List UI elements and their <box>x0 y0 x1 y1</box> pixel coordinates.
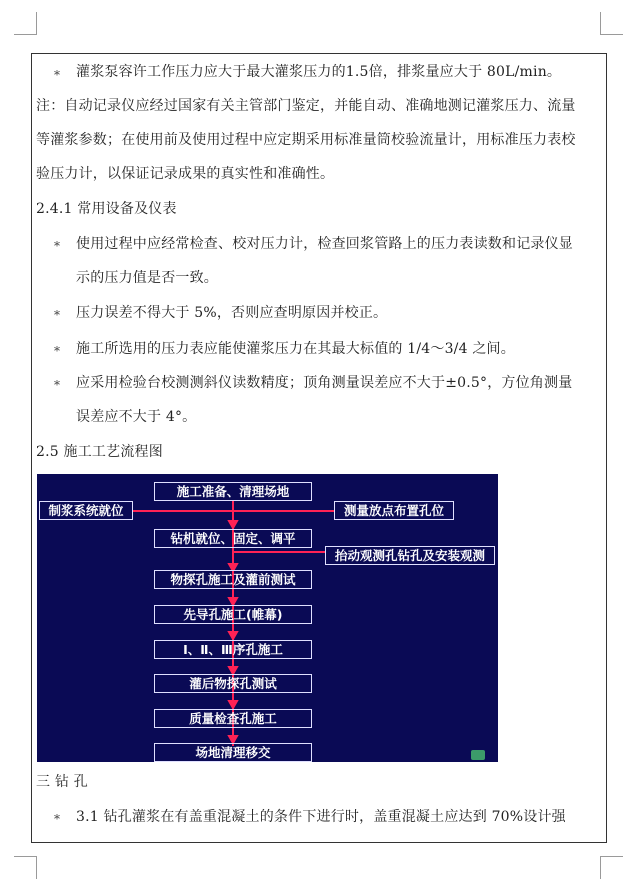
arrowhead <box>229 632 237 639</box>
note-line-1: 注：自动记录仪应经过国家有关主管部门鉴定，并能自动、准确地测记灌浆压力、流量 <box>36 98 576 114</box>
flow-step-6: 灌后物探孔测试 <box>154 674 312 693</box>
bullet-1-line-1: 使用过程中应经常检查、校对压力计，检查回浆管路上的压力表读数和记录仪显 <box>76 236 573 252</box>
bullet-2-text: 压力误差不得大于 5%，否则应查明原因并校正。 <box>76 305 388 321</box>
bullet-marker: * <box>54 308 60 322</box>
paragraph-3-1: 3.1 钻孔灌浆在有盖重混凝土的条件下进行时，盖重混凝土应达到 70%设计强 <box>76 809 566 825</box>
bullet-1-line-2: 示的压力值是否一致。 <box>76 270 218 286</box>
bullet-marker: * <box>54 68 60 82</box>
flow-step-5: Ⅰ、Ⅱ、Ⅲ序孔施工 <box>154 640 312 659</box>
construction-flowchart <box>37 474 498 762</box>
side-step-left: 制浆系统就位 <box>39 501 133 520</box>
arrowhead <box>229 701 237 708</box>
flow-step-3: 物探孔施工及灌前测试 <box>154 570 312 589</box>
bullet-4-line-2: 误差应不大于 4°。 <box>76 409 197 425</box>
crop-mark-bottom-left <box>14 856 37 879</box>
arrowhead <box>229 521 237 528</box>
flow-step-7: 质量检查孔施工 <box>154 709 312 728</box>
crop-mark-top-right <box>600 12 623 35</box>
bullet-marker: * <box>54 378 60 392</box>
crop-mark-top-left <box>14 12 37 35</box>
flow-step-4: 先导孔施工(帷幕) <box>154 605 312 624</box>
side-step-right-mid: 抬动观测孔钻孔及安装观测 <box>325 546 495 565</box>
note-line-2: 等灌浆参数；在使用前及使用过程中应定期采用标准量筒校验流量计，用标准压力表校 <box>36 132 576 148</box>
section-heading-2-5: 2.5 施工工艺流程图 <box>36 444 163 460</box>
embedded-object-icon <box>471 750 485 760</box>
bullet-marker: * <box>54 239 60 253</box>
section-heading-2-4-1: 2.4.1 常用设备及仪表 <box>36 201 177 217</box>
crop-mark-bottom-right <box>600 856 623 879</box>
flow-step-1: 施工准备、清理场地 <box>154 482 312 501</box>
note-line-3: 验压力计，以保证记录成果的真实性和准确性。 <box>36 166 335 182</box>
flow-step-8: 场地清理移交 <box>154 743 312 762</box>
bullet-3-text: 施工所选用的压力表应能使灌浆压力在其最大标值的 1/4～3/4 之间。 <box>76 341 515 357</box>
side-step-right-top: 测量放点布置孔位 <box>334 501 454 520</box>
bullet-marker: * <box>54 812 60 826</box>
flow-step-2: 钻机就位、固定、调平 <box>154 529 312 548</box>
document-table-cell <box>31 53 607 843</box>
arrowhead <box>229 667 237 674</box>
section-heading-3: 三 钻 孔 <box>36 774 88 790</box>
arrowhead <box>229 736 237 743</box>
arrowhead <box>229 598 237 605</box>
bullet-4-line-1: 应采用检验台校测测斜仪读数精度；顶角测量误差应不大于±0.5°，方位角测量 <box>76 375 573 391</box>
pump-pressure-paragraph: 灌浆泵容许工作压力应大于最大灌浆压力的1.5倍，排浆量应大于 80L/min。 <box>76 64 562 80</box>
bullet-marker: * <box>54 344 60 358</box>
